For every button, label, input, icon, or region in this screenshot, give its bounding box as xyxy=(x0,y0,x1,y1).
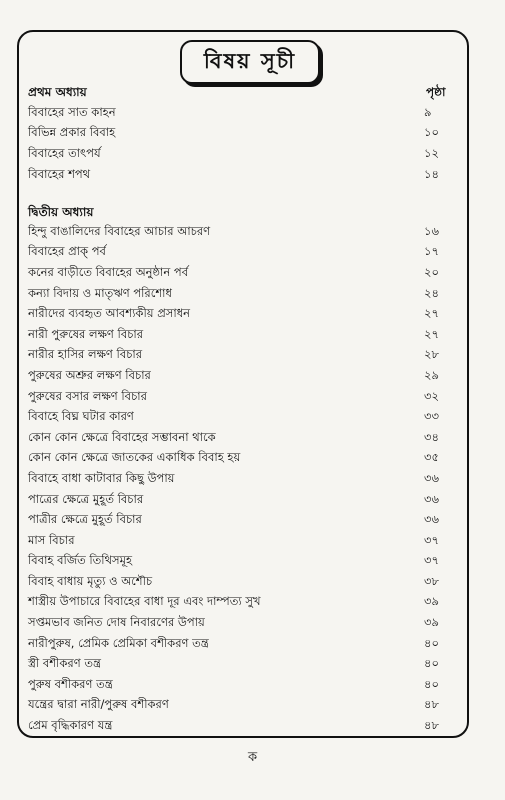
toc-entry xyxy=(28,325,460,346)
entry-title: নারীদের ব্যবহৃত আবশ্যকীয় প্রসাধন xyxy=(28,306,191,321)
entry-title: বিবাহ বর্জিত তিথিসমূহ xyxy=(28,553,133,568)
entry-page: ৩৬ xyxy=(424,470,439,485)
entry-title: বিবাহে বাধা কাটাবার কিছু উপায় xyxy=(28,470,175,485)
toc-entry xyxy=(28,449,460,470)
section-heading-1: প্রথম অধ্যায় xyxy=(28,85,87,99)
entry-page: ১৭ xyxy=(424,244,439,259)
toc-entry xyxy=(28,284,460,305)
entry-page: ৩৩ xyxy=(424,409,439,424)
entry-title: বিবাহ বাধায় মৃত্যু ও অশৌচ xyxy=(28,573,153,588)
toc-entry xyxy=(28,613,460,634)
toc-entry xyxy=(28,675,460,696)
entry-page: ৩৯ xyxy=(424,594,439,609)
section-1-entries xyxy=(28,103,460,185)
entry-title: প্রেম বৃদ্ধিকারণ যন্ত্র xyxy=(28,718,113,733)
entry-page: ৩৮ xyxy=(424,573,439,588)
toc-entry xyxy=(28,552,460,573)
toc-entry xyxy=(28,165,460,186)
entry-title: কোন কোন ক্ষেত্রে জাতকের একাধিক বিবাহ হয় xyxy=(28,450,241,465)
entry-page: ২০ xyxy=(424,264,439,279)
entry-title: বিবাহের প্রাক্ পর্ব xyxy=(28,244,106,259)
toc-entry xyxy=(28,593,460,614)
entry-page: ৩৯ xyxy=(424,615,439,630)
entry-title: কোন কোন ক্ষেত্রে বিবাহের সম্ভাবনা থাকে xyxy=(28,429,216,444)
entry-page: ৪০ xyxy=(424,676,439,691)
entry-title: বিবাহে বিঘ্ন ঘটার কারণ xyxy=(28,409,134,424)
toc-entry xyxy=(28,366,460,387)
toc-entry xyxy=(28,490,460,511)
entry-title: নারীর হাসির লক্ষণ বিচার xyxy=(28,347,143,362)
toc-entry xyxy=(28,222,460,243)
section-heading-2: দ্বিতীয় অধ্যায় xyxy=(28,205,94,219)
entry-page: ৪৮ xyxy=(424,697,439,712)
entry-page: ২৭ xyxy=(424,306,439,321)
entry-title: পাত্রীর ক্ষেত্রে মুহূর্ত বিচার xyxy=(28,512,142,527)
entry-page: ৩৬ xyxy=(424,512,439,527)
toc-entry xyxy=(28,510,460,531)
entry-title: কনের বাড়ীতে বিবাহের অনুষ্ঠান পর্ব xyxy=(28,264,189,279)
entry-title: কন্যা বিদায় ও মাতৃঋণ পরিশোধ xyxy=(28,285,172,300)
toc-entry xyxy=(28,243,460,264)
entry-title: পুরুষের বসার লক্ষণ বিচার xyxy=(28,388,147,403)
entry-page: ৪০ xyxy=(424,656,439,671)
entry-title: স্ত্রী বশীকরণ তন্ত্র xyxy=(28,656,101,671)
entry-page: ৪০ xyxy=(424,635,439,650)
entry-title: সপ্তমভাব জনিত দোষ নিবারণের উপায় xyxy=(28,615,205,630)
entry-title: পুরুষের অশ্রুর লক্ষণ বিচার xyxy=(28,367,151,382)
entry-page: ৯ xyxy=(424,104,432,119)
entry-page: ২৪ xyxy=(424,285,439,300)
toc-entry xyxy=(28,144,460,165)
entry-title: বিবাহের শপথ xyxy=(28,166,91,181)
entry-title: যন্ত্রের দ্বারা নারী/পুরুষ বশীকরণ xyxy=(28,697,169,712)
section-2-entries xyxy=(28,202,460,737)
entry-title: বিবাহের তাৎপর্য xyxy=(28,145,101,160)
entry-title: পুরুষ বশীকরণ তন্ত্র xyxy=(28,676,113,691)
entry-page: ১৬ xyxy=(424,223,439,238)
toc-entry xyxy=(28,469,460,490)
toc-entry xyxy=(28,387,460,408)
entry-page: ১৪ xyxy=(424,166,439,181)
toc-entry xyxy=(28,716,460,737)
entry-page: ৪৮ xyxy=(424,718,439,733)
toc-entry xyxy=(28,124,460,145)
toc-entry xyxy=(28,346,460,367)
toc-entry xyxy=(28,654,460,675)
entry-title: পাত্রের ক্ষেত্রে মুহূর্ত বিচার xyxy=(28,491,144,506)
entry-page: ১২ xyxy=(424,145,439,160)
entry-page: ৩৫ xyxy=(424,450,439,465)
toc-entry xyxy=(28,263,460,284)
entry-page: ৩৪ xyxy=(424,429,439,444)
contents-title: বিষয় সূচী xyxy=(180,40,320,84)
entry-title: নারীপুরুষ, প্রেমিক প্রেমিকা বশীকরণ তন্ত্র xyxy=(28,635,209,650)
toc-entry xyxy=(28,634,460,655)
entry-title: বিবাহের সাত কাহন xyxy=(28,104,116,119)
toc-entry xyxy=(28,103,460,124)
entry-page: ১০ xyxy=(424,125,439,140)
entry-page: ৩৭ xyxy=(424,553,439,568)
entry-title: বিভিন্ন প্রকার বিবাহ xyxy=(28,125,116,140)
entry-title: হিন্দু বাঙালিদের বিবাহের আচার আচরণ xyxy=(28,223,211,238)
entry-page: ২৭ xyxy=(424,326,439,341)
toc-entry xyxy=(28,304,460,325)
toc-entry xyxy=(28,572,460,593)
entry-title: নারী পুরুষের লক্ষণ বিচার xyxy=(28,326,144,341)
footer-page-marker: ক xyxy=(247,750,258,765)
entry-page: ৩৭ xyxy=(424,532,439,547)
toc-entry xyxy=(28,407,460,428)
entry-page: ২৯ xyxy=(424,367,439,382)
entry-title: শাস্ত্রীয় উপাচারে বিবাহের বাধা দূর এবং দাম্পত্য সুখ xyxy=(28,594,261,609)
entry-page: ৩৬ xyxy=(424,491,439,506)
page-column-label: পৃষ্ঠা xyxy=(426,85,446,99)
toc-entry xyxy=(28,531,460,552)
toc-entry xyxy=(28,428,460,449)
entry-page: ৩২ xyxy=(424,388,439,403)
entry-page: ২৮ xyxy=(424,347,439,362)
entry-title: মাস বিচার xyxy=(28,532,75,547)
toc-entry xyxy=(28,696,460,717)
